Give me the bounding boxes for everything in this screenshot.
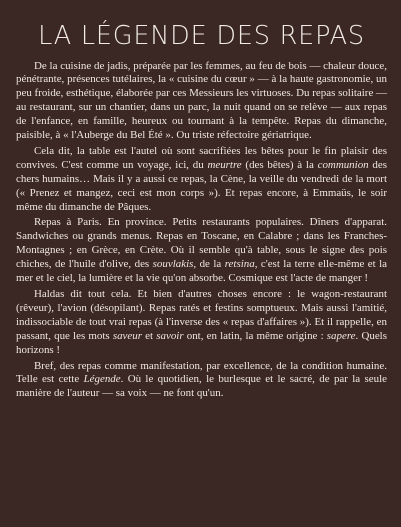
italic-text: saveur	[112, 329, 142, 342]
text-run: , de la	[193, 258, 225, 271]
text-run: De la cuisine de jadis, préparée par les femmes, au feu de bois — chaleur douce, pénétrante, présences tutélaires, la « cuisine du cœur » — à la haute gastronomie, un peu froide, esthétique, élaborée par ces Messieurs les virtuoses. Du repas solitaire — au restaurant, sur un chantier, dans un parc, la nuit quand on se relève — aux repas de l'enfance, en famille, heureux ou tournant à la tempête. Repas du dimanche, paisible, à « l'Auberge du Bel Été ». Ou triste réfectoire gériatrique.	[16, 59, 387, 142]
page-title: LA LÉGENDE DES REPAS	[38, 21, 365, 51]
paragraph-5	[16, 360, 387, 402]
text-run: Cela dit, la table est l'autel où sont sacrifiées les bêtes pour le fin plaisir des convives. C'est comme un voyage, ici, du	[16, 144, 387, 171]
paragraph-3	[16, 216, 387, 286]
text-run: des chers humains… Mais il y a aussi ce repas, la Cène, la veille du vendredi de la mort (« Prenez et mangez, ceci est mon corps »). Et repas encore, à Emmaüs, le soir même du dimanche de Pâques.	[16, 158, 387, 213]
text-run: , c'est la terre elle-même et la mer et le ciel, la lumière et la vie qu'on absorbe. Cosmique est l'acte de manger !	[16, 258, 388, 285]
blurb-text	[16, 60, 387, 402]
italic-text: souvlakis	[152, 258, 194, 271]
italic-text: savoir	[156, 329, 184, 342]
text-run: . Où le quotidien, le burlesque et le sacré, de par la seule manière de l'auteur — sa voix — ne font qu'un.	[16, 373, 387, 400]
text-run: Bref, des repas comme manifestation, par excellence, de la condition humaine. Telle est cette	[16, 359, 387, 386]
italic-text: sapere	[326, 329, 356, 342]
text-run: ont, en latin, la même origine :	[183, 329, 327, 342]
paragraph-4	[16, 288, 387, 358]
text-run: Repas à Paris. En province. Petits restaurants populaires. Dîners d'apparat. Sandwiches ou grands menus. Repas en Toscane, en Calabre ; dans les Franches-Montagnes ; en Grèce, en Crète. Où il semble qu'à table, sous le signe des pois chiches, de l'huile d'olive, des	[16, 216, 387, 271]
italic-text: Légende	[83, 373, 121, 386]
italic-text: communion	[317, 158, 369, 171]
text-run: Haldas dit tout cela. Et bien d'autres choses encore : le wagon-restaurant (rêveur), l'avion (désopilant). Repas ratés et festins somptueux. Mais aussi l'amitié, indissociable de tout vrai repas (à l'inverse des « repas d'affaires »). Et il rappelle, en passant, que les mots	[16, 288, 387, 342]
italic-text: retsina	[224, 258, 255, 271]
paragraph-1	[16, 60, 387, 143]
paragraph-2	[16, 145, 387, 215]
text-run: et	[142, 329, 157, 342]
text-run: (des bêtes) à la	[241, 158, 318, 171]
italic-text: meurtre	[207, 158, 242, 171]
text-run: . Quels horizons !	[16, 329, 387, 356]
